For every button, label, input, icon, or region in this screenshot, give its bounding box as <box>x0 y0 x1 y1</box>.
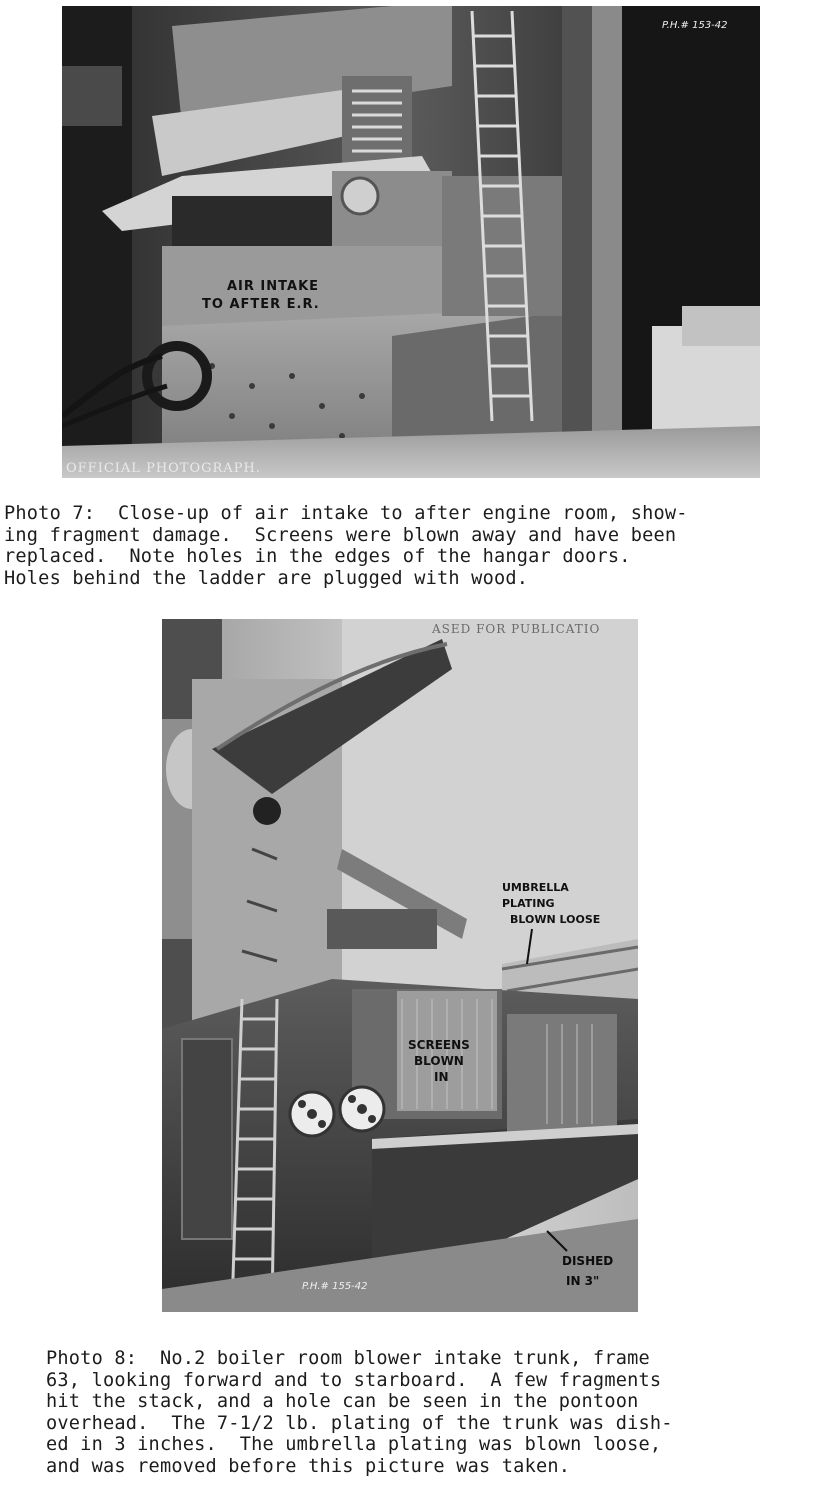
caption-8-line: overhead. The 7-1/2 lb. plating of the trunk was dish- <box>46 1412 673 1434</box>
photo-8-label-umbrella-2: PLATING <box>502 897 555 910</box>
photo-7-image <box>62 6 760 478</box>
caption-7-line: ing fragment damage. Screens were blown away and have been <box>4 524 677 546</box>
photo-8-stamp: ASED FOR PUBLICATIO <box>432 622 601 636</box>
photo-7-painted-label-line1: AIR INTAKE <box>227 279 320 294</box>
photo-7 <box>62 6 760 478</box>
photo-8-label-screens-3: IN <box>434 1070 449 1084</box>
photo-7-stamp: OFFICIAL PHOTOGRAPH. <box>66 461 261 476</box>
caption-8-line: and was removed before this picture was taken. <box>46 1455 571 1477</box>
photo-8-label-screens-2: BLOWN <box>414 1054 464 1068</box>
photo-8 <box>162 619 638 1312</box>
photo-8-tag: P.H.# 155-42 <box>302 1281 368 1292</box>
photo-7-painted-label-line2: TO AFTER E.R. <box>202 297 320 312</box>
caption-7-line: replaced. Note holes in the edges of the hangar doors. <box>4 546 631 568</box>
photo-8-caption <box>46 1348 673 1478</box>
caption-8-line: 63, looking forward and to starboard. A few fragments <box>46 1369 662 1391</box>
photo-8-label-dished-1: DISHED <box>562 1254 614 1268</box>
photo-8-label-umbrella-3: BLOWN LOOSE <box>510 913 601 926</box>
photo-8-label-umbrella-1: UMBRELLA <box>502 881 569 894</box>
photo-8-image <box>162 619 638 1312</box>
photo-8-label-dished-2: IN 3" <box>566 1274 600 1288</box>
photo-8-label-screens-1: SCREENS <box>408 1038 470 1052</box>
photo-7-caption <box>4 503 688 589</box>
caption-7-line: Holes behind the ladder are plugged with wood. <box>4 567 529 589</box>
caption-8-line: hit the stack, and a hole can be seen in the pontoon <box>46 1391 639 1413</box>
caption-8-line: ed in 3 inches. The umbrella plating was blown loose, <box>46 1434 662 1456</box>
caption-7-line: Photo 7: Close-up of air intake to after engine room, show- <box>4 503 688 524</box>
photo-7-tag: P.H.# 153-42 <box>662 20 728 31</box>
caption-8-line: Photo 8: No.2 boiler room blower intake trunk, frame <box>46 1348 650 1369</box>
